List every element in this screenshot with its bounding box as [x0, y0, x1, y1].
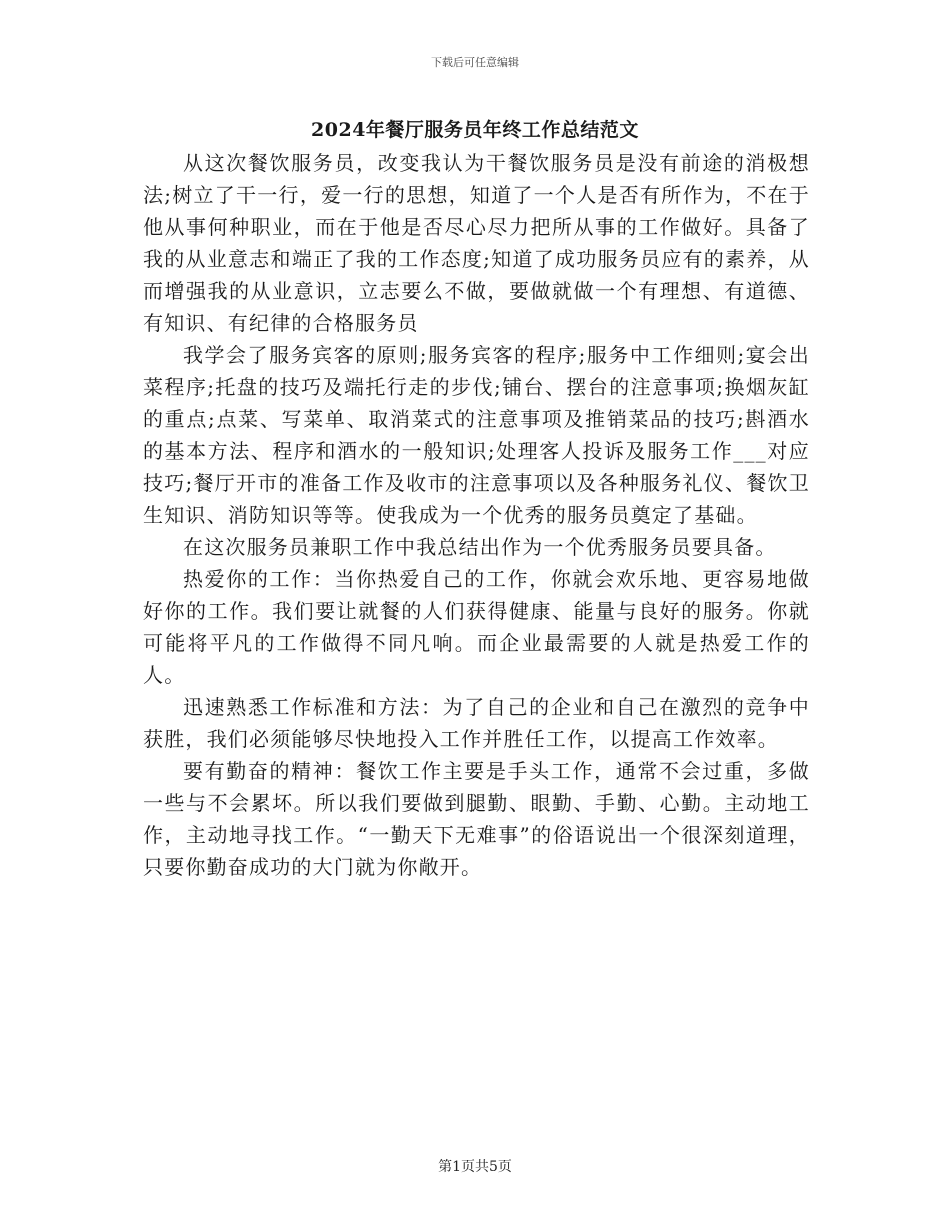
paragraph-5: 迅速熟悉工作标准和方法：为了自己的企业和自己在激烈的竞争中获胜，我们必须能够尽快地投入工作并胜任工作，以提高工作效率。 — [143, 695, 810, 751]
document-title: 2024年餐厅服务员年终工作总结范文 — [311, 119, 639, 141]
paragraph-2: 我学会了服务宾客的原则;服务宾客的程序;服务中工作细则;宴会出菜程序;托盘的技巧及端托行走的步伐;铺台、摆台的注意事项;换烟灰缸的重点;点菜、写菜单、取消菜式的注意事项及推销菜品的技巧;斟酒水的基本方法、程序和酒水的一般知识;处理客人投诉及服务工作___对应技巧;餐厅开市的准备工作及收市的注意事项以及各种服务礼仪、餐饮卫生知识、消防知识等等。使我成为一个优秀的服务员奠定了基础。 — [143, 343, 810, 527]
paragraph-3: 在这次服务员兼职工作中我总结出作为一个优秀服务员要具备。 — [183, 535, 777, 559]
paragraph-4: 热爱你的工作：当你热爱自己的工作，你就会欢乐地、更容易地做好你的工作。我们要让就餐的人们获得健康、能量与良好的服务。你就可能将平凡的工作做得不同凡响。而企业最需要的人就是热爱工作的人。 — [143, 567, 810, 687]
page-number: 第1页共5页 — [438, 1159, 512, 1175]
document-body — [143, 147, 810, 883]
header-note: 下载后可任意编辑 — [431, 56, 519, 69]
paragraph-1: 从这次餐饮服务员，改变我认为干餐饮服务员是没有前途的消极想法;树立了干一行，爱一行的思想，知道了一个人是否有所作为，不在于他从事何种职业，而在于他是否尽心尽力把所从事的工作做好。具备了我的从业意志和端正了我的工作态度;知道了成功服务员应有的素养，从而增强我的从业意识，立志要么不做，要做就做一个有理想、有道德、有知识、有纪律的合格服务员 — [143, 151, 810, 335]
paragraph-6: 要有勤奋的精神：餐饮工作主要是手头工作，通常不会过重，多做一些与不会累坏。所以我们要做到腿勤、眼勤、手勤、心勤。主动地工作，主动地寻找工作。“一勤天下无难事”的俗语说出一个很深刻道理，只要你勤奋成功的大门就为你敞开。 — [143, 759, 810, 879]
